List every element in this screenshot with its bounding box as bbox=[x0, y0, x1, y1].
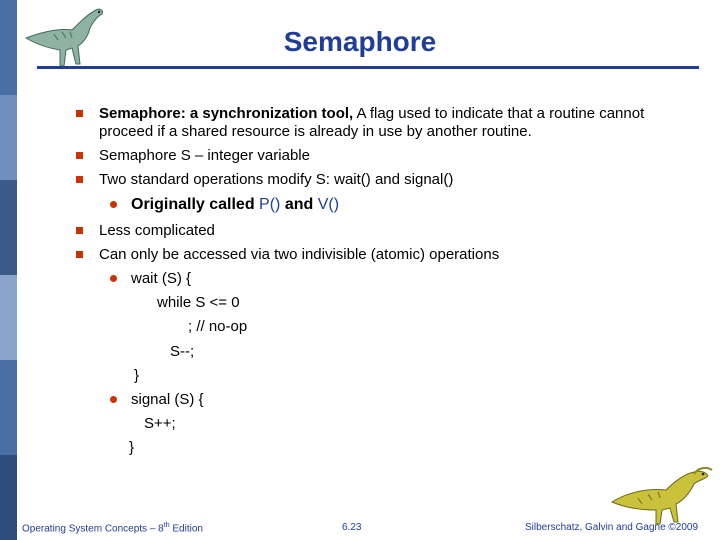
code-line: ; // no-op bbox=[188, 318, 248, 335]
square-bullet-icon bbox=[76, 227, 83, 234]
code-line: signal (S) { bbox=[131, 391, 204, 408]
footer-page-number: 6.23 bbox=[342, 522, 362, 533]
code-line: while S <= 0 bbox=[157, 294, 240, 311]
square-bullet-icon bbox=[76, 176, 83, 183]
square-bullet-icon bbox=[76, 251, 83, 258]
round-bullet-icon bbox=[110, 275, 117, 282]
footer-book-title: Operating System Concepts – 8th Edition bbox=[22, 522, 203, 535]
round-bullet-icon bbox=[110, 201, 117, 208]
sidebar-strip bbox=[0, 0, 17, 540]
round-bullet-icon bbox=[110, 396, 117, 403]
sub-bullet-text: Originally called P() and V() bbox=[131, 196, 340, 213]
bullet-text: Two standard operations modify S: wait() and signal() bbox=[99, 171, 454, 188]
footer-authors: Silberschatz, Galvin and Gagne ©2009 bbox=[525, 522, 699, 533]
code-line: S--; bbox=[170, 343, 195, 360]
square-bullet-icon bbox=[76, 110, 83, 117]
code-line: } bbox=[129, 439, 135, 456]
code-line: S++; bbox=[144, 415, 176, 432]
code-line: wait (S) { bbox=[131, 270, 192, 287]
bullet-text: Semaphore: a synchronization tool, A flag used to indicate that a routine cannot bbox=[99, 105, 645, 122]
square-bullet-icon bbox=[76, 152, 83, 159]
dinosaur-logo-icon bbox=[608, 462, 716, 526]
code-line: } bbox=[134, 367, 140, 384]
bullet-text: Less complicated bbox=[99, 222, 215, 239]
bullet-text-continued: proceed if a shared resource is already in use by another routine. bbox=[99, 123, 532, 140]
bullet-text: Can only be accessed via two indivisible (atomic) operations bbox=[99, 246, 500, 263]
title-divider bbox=[37, 66, 699, 69]
page-title: Semaphore bbox=[283, 26, 437, 57]
bullet-text: Semaphore S – integer variable bbox=[99, 147, 310, 164]
